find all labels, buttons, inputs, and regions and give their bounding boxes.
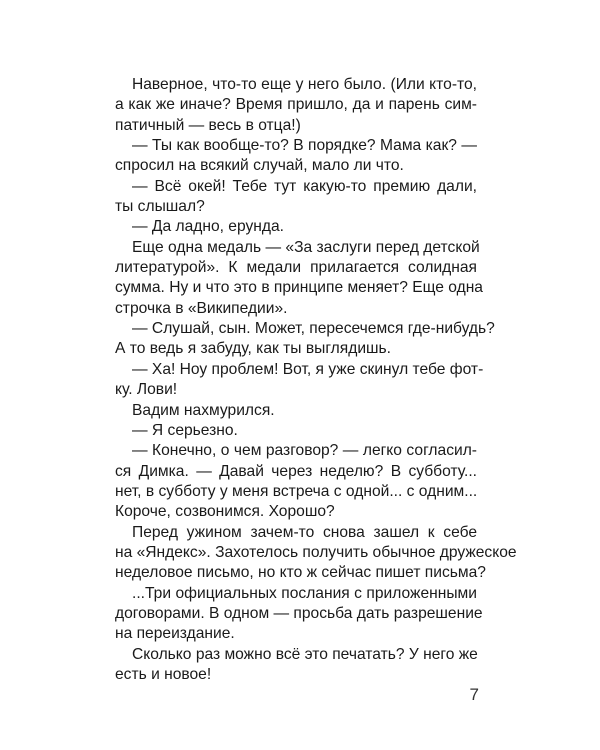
text-line: Короче, созвонимся. Хорошо?: [115, 503, 335, 521]
paragraph: [115, 523, 517, 584]
paragraph: [115, 177, 477, 218]
text-line: Еще одна медаль — «За заслуги перед детской: [132, 238, 480, 256]
text-line: ты слышал?: [115, 198, 205, 216]
paragraph: [115, 645, 477, 686]
paragraph: [115, 75, 477, 136]
text-line: Наверное, что-то еще у него было. (Или кто-то,: [132, 76, 477, 93]
page-number: 7: [469, 685, 479, 704]
text-line: нет, в субботу у меня встреча с одной... с одним...: [115, 482, 478, 500]
text-line: — Ты как вообще-то? В порядке? Мама как? —: [132, 137, 477, 155]
paragraph: [115, 401, 477, 421]
text-line: Сколько раз можно всё это печатать? У него же: [132, 645, 478, 663]
paragraph: [115, 441, 477, 522]
text-line: договорами. В одном — просьба дать разрешение: [115, 604, 483, 622]
paragraph: [115, 584, 483, 645]
text-line: — Да ладно, ерунда.: [132, 218, 284, 236]
paragraph: [115, 319, 495, 360]
text-line: — Конечно, о чем разговор? — легко согласил-: [132, 442, 477, 460]
text-line: Вадим нахмурился.: [132, 401, 275, 419]
paragraph: [115, 217, 477, 237]
text-line: есть и новое!: [115, 665, 212, 683]
body-text: [115, 75, 517, 685]
text-line: патичный — весь в отца!): [115, 116, 301, 134]
text-line: ...Три официальных послания с приложенными: [132, 584, 477, 602]
text-line: строчка в «Википедии».: [115, 299, 288, 317]
text-line: Перед ужином зачем-то снова зашел к себе: [132, 523, 477, 541]
text-line: ся Димка. — Давай через неделю? В субботу...: [115, 462, 477, 480]
paragraph: [115, 360, 484, 401]
paragraph: [115, 421, 477, 441]
text-line: — Ха! Ноу проблем! Вот, я уже скинул тебе фот-: [132, 360, 484, 378]
text-line: — Я серьезно.: [132, 421, 238, 439]
text-line: а как же иначе? Время пришло, да и парень сим-: [115, 96, 477, 114]
text-line: спросил на всякий случай, мало ли что.: [115, 157, 404, 175]
text-line: — Всё окей! Тебе тут какую-то премию дали,: [132, 177, 477, 195]
text-line: на «Яндекс». Захотелось получить обычное дружеское: [115, 543, 517, 561]
paragraph: [115, 136, 477, 177]
text-line: сумма. Ну и что это в принципе меняет? Еще одна: [115, 279, 483, 297]
text-line: ку. Лови!: [115, 381, 178, 399]
text-line: — Слушай, сын. Может, пересечемся где-нибудь?: [132, 320, 495, 338]
text-line: А то ведь я забуду, как ты выглядишь.: [115, 340, 391, 358]
text-line: на переиздание.: [115, 625, 235, 643]
text-line: неделовое письмо, но кто ж сейчас пишет письма?: [115, 564, 486, 582]
text-line: литературой». К медали прилагается солидная: [115, 259, 477, 277]
paragraph: [115, 238, 483, 319]
